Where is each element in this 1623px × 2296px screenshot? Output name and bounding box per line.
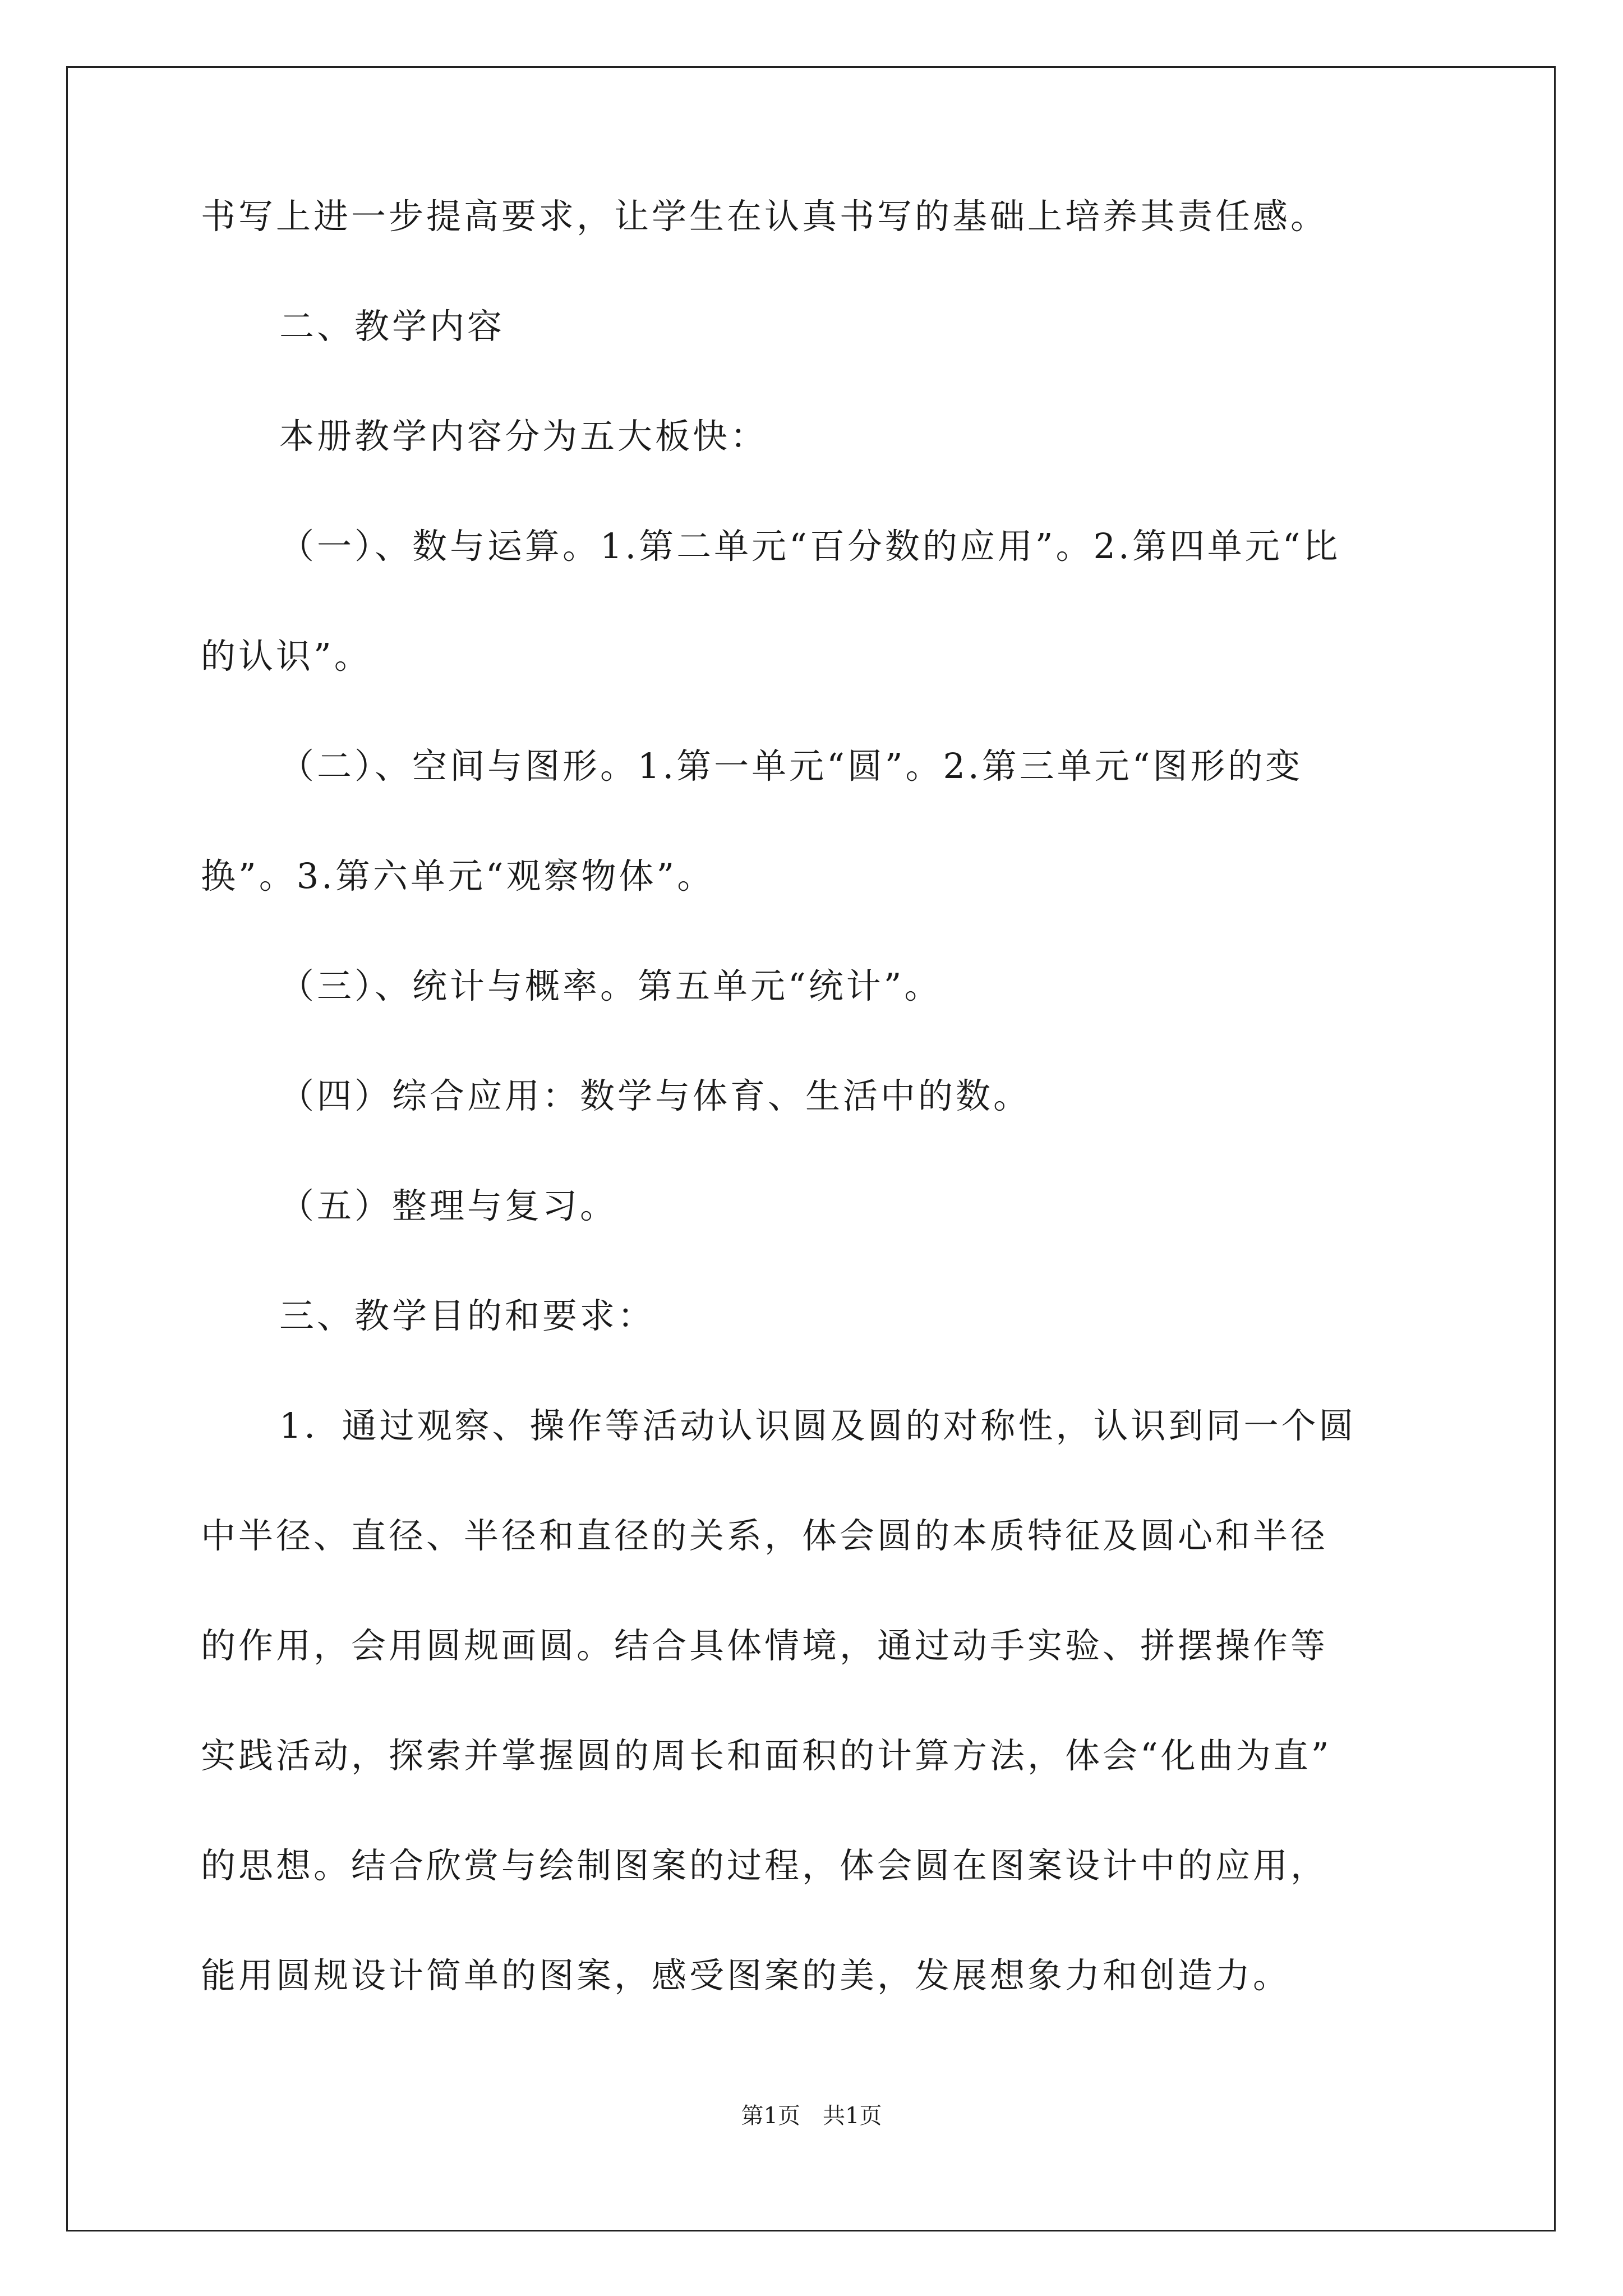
text-line: 能用圆规设计简单的图案，感受图案的美，发展想象力和创造力。 (201, 1955, 1291, 1996)
text-line: （五）整理与复习。 (279, 1185, 618, 1226)
text-line: 的作用，会用圆规画圆。结合具体情境，通过动手实验、拼摆操作等 (201, 1625, 1329, 1666)
page-footer: 第1页 共1页 (741, 2103, 882, 2129)
text-line: （四）综合应用：数学与体育、生活中的数。 (279, 1075, 1031, 1116)
text-line: 的认识”。 (201, 636, 372, 677)
text-line: 换”。3.第六单元“观察物体”。 (201, 855, 715, 896)
text-line: （一）、数与运算。1.第二单元“百分数的应用”。2.第四单元“比 (279, 526, 1341, 567)
text-line: 实践活动，探索并掌握圆的周长和面积的计算方法，体会“化曲为直” (201, 1735, 1332, 1776)
page-border (66, 66, 1556, 2231)
text-line: （二）、空间与图形。1.第一单元“圆”。2.第三单元“图形的变 (279, 746, 1303, 786)
text-line: 的思想。结合欣赏与绘制图案的过程，体会圆在图案设计中的应用， (201, 1845, 1329, 1886)
text-line: 书写上进一步提高要求，让学生在认真书写的基础上培养其责任感。 (201, 196, 1329, 237)
section-heading: 三、教学目的和要求： (279, 1295, 656, 1336)
text-line: 1．通过观察、操作等活动认识圆及圆的对称性，认识到同一个圆 (279, 1405, 1357, 1446)
text-line: 中半径、直径、半径和直径的关系，体会圆的本质特征及圆心和半径 (201, 1515, 1329, 1556)
section-heading: 二、教学内容 (279, 306, 505, 347)
text-line: 本册教学内容分为五大板快： (279, 416, 768, 457)
text-line: （三）、统计与概率。第五单元“统计”。 (279, 965, 942, 1006)
